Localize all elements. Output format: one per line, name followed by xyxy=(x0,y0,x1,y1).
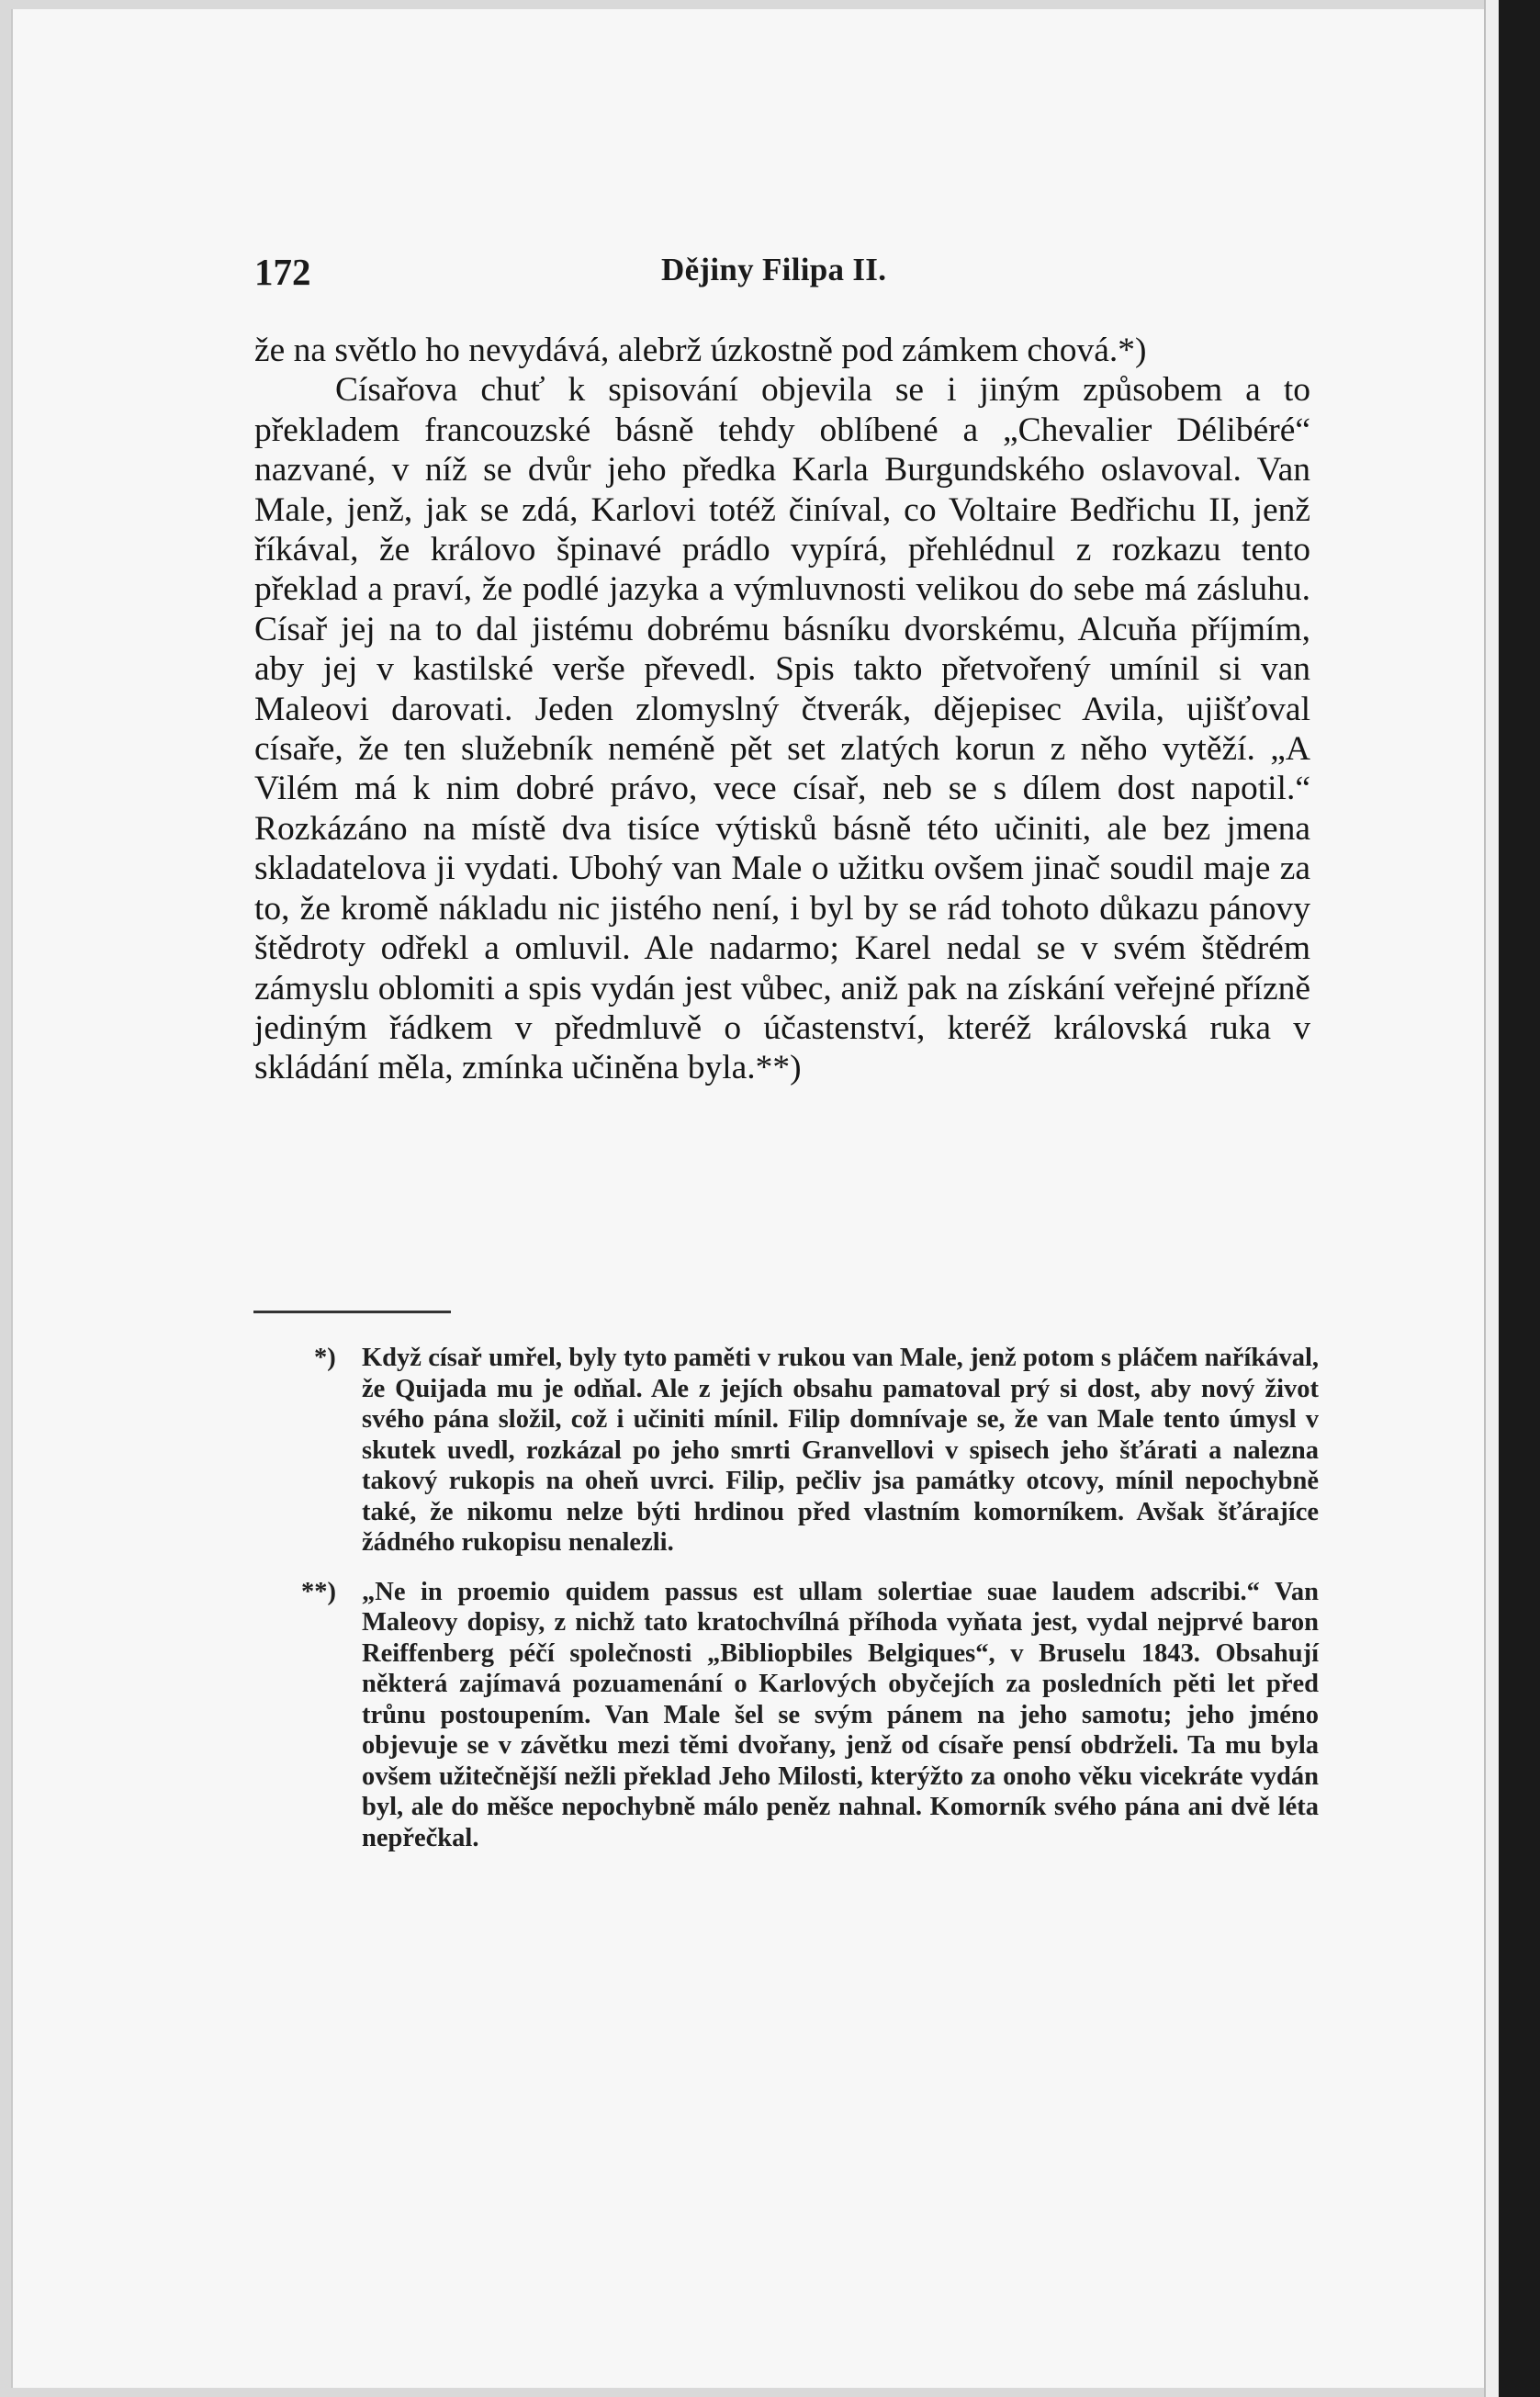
page-header xyxy=(254,250,1310,296)
footnote-text: Když císař umřel, byly tyto paměti v rukou van Male, jenž potom s pláčem naříkával, že Quijada mu je odňal. Ale z jejích obsahu pamatoval prý si dost, aby nový život svého pána složil, což i učiniti mínil. Filip domnívaje se, že van Male tento úmysl v skutek uvedl, rozkázal po jeho smrti Granvellovi v spisech jeho šťárati a nalezna takový rukopis na oheň uvrci. Filip, pečliv jsa památky otcovy, mínil nepochybně také, že nikomu nelze býti hrdinou před vlastním komorníkem. Avšak šťárajíce žádného rukopisu nenalezli. xyxy=(362,1344,1319,1557)
running-title: Dějiny Filipa II. xyxy=(661,252,887,287)
page-number: 172 xyxy=(254,251,311,293)
paragraph: že na světlo ho nevydává, alebrž úzkostně pod zámkem chová.*) xyxy=(254,332,1147,369)
paragraph: Císařova chuť k spisování objevila se i jiným způsobem a to překladem francouzské básně tehdy oblíbené a „Chevalier Délibéré“ nazvané, v níž se dvůr jeho předka Karla Burgundského oslavoval. Van Male, jenž, jak se zdá, Karlovi totéž činíval, co Voltaire Bedřichu II, jenž říkával, že královo špinavé prádlo vypírá, přehlédnul z rozkazu tento překlad a praví, že podlé jazyka a výmluvnosti velikou do sebe má zásluhu. Císař jej na to dal jistému dobrému básníku dvorskému, Alcuňa příjmím, aby jej v kastilské verše převedl. Spis takto přetvořený umínil si van Maleovi darovati. Jeden zlomyslný čtverák, dějepisec Avila, ujišťoval císaře, že ten služebník neméně pět set zlatých korun z něho vytěží. „A Vilém má k nim dobré právo, vece císař, neb se s dílem dost napotil.“ Rozkázáno na místě dva tisíce výtisků básně této učiniti, ale bez jmena skladatelova ji vydati. Ubohý van Male o užitku ovšem jinač soudil maje za to, že kromě nákladu nic jistého není, i byl by se rád tohoto důkazu pánovy štědroty odřekl a omluvil. Ale nadarmo; Karel nedal se v svém štědrém zámyslu oblomiti a spis vydán jest vůbec, aniž pak na získání veřejné přízně jediným řádkem v předmluvě o účastenství, kteréž královská ruka v skládání měla, zmínka učiněna byla.**) xyxy=(254,371,1310,1087)
footnote xyxy=(298,1343,1319,1559)
main-text xyxy=(254,331,1310,1088)
page-edge xyxy=(1484,0,1499,2397)
footnote-mark: **) xyxy=(301,1577,336,1606)
footnote xyxy=(298,1577,1319,1854)
footnotes xyxy=(298,1343,1319,1853)
book-page xyxy=(11,9,1493,2388)
footnote-text: „Ne in proemio quidem passus est ullam solertiae suae laudem adscribi.“ Van Maleovy dopisy, z nichž tato kratochvílná příhoda vyňata jest, vydal nejprvé baron Reiffenberg péčí společnosti „Bibliopbiles Belgiques“, v Bruselu 1843. Obsahují některá zajímavá pozuamenání o Karlových obyčejích za posledních pěti let před trůnu postoupením. Van Male šel se svým pánem na jeho samotu; jeho jméno objevuje se v závětku mezi těmi dvořany, jenž od císaře pensí obdrželi. Ta mu byla ovšem užitečnější nežli překlad Jeho Milosti, kterýžto za onoho věku vicekráte vydán byl, ale do měšce nepochybně málo peněz nahnal. Komorník svého pána ani dvě léta nepřečkal. xyxy=(362,1577,1319,1852)
footnote-mark: *) xyxy=(314,1344,336,1372)
footnote-separator xyxy=(253,1311,451,1313)
book-spine xyxy=(1499,0,1540,2397)
